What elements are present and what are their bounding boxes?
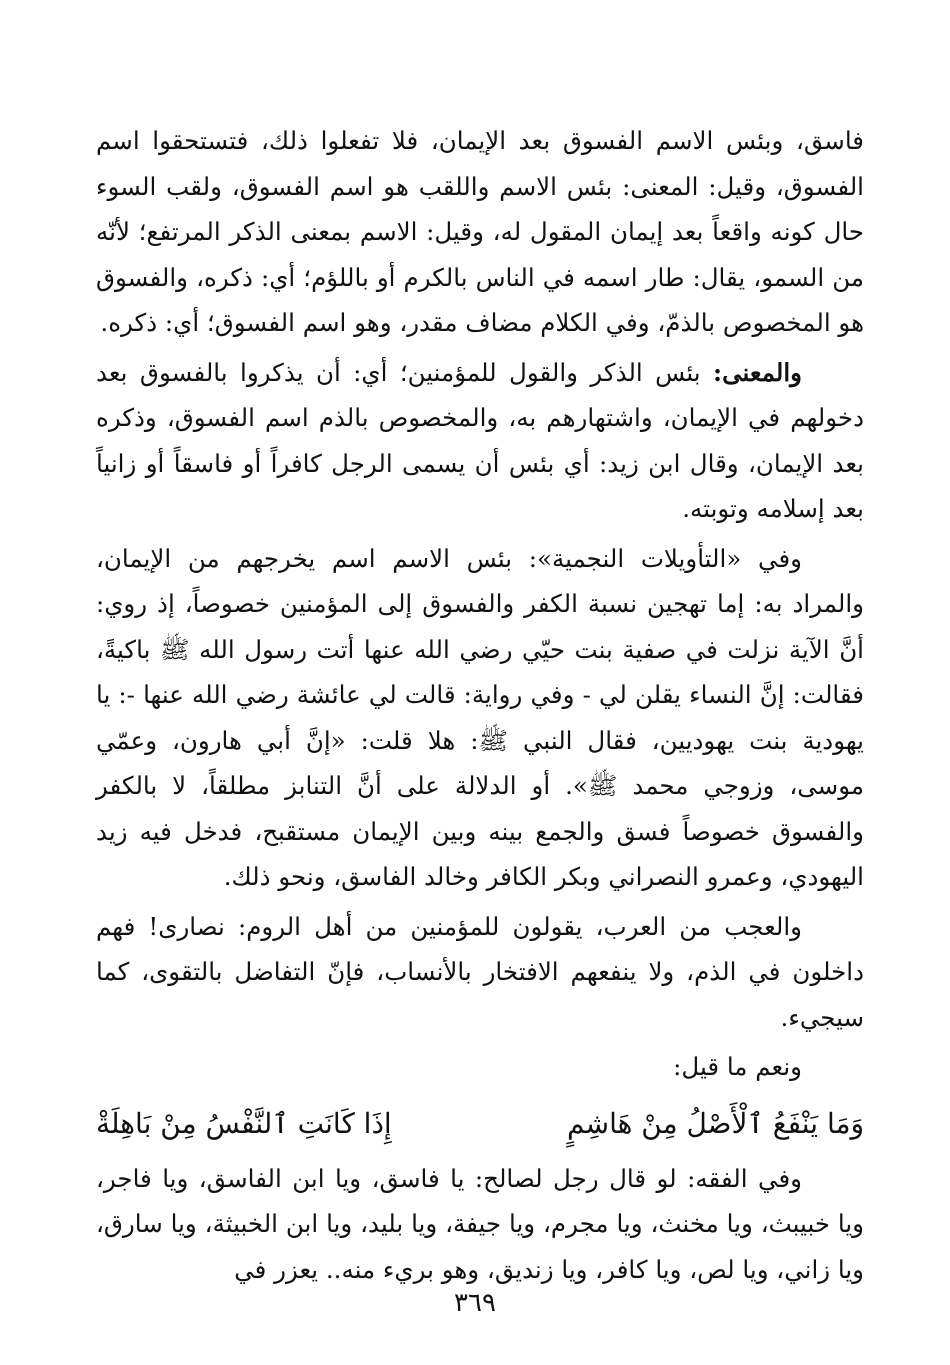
paragraph-1: فاسق، وبئس الاسم الفسوق بعد الإيمان، فلا تفعلوا ذلك، فتستحقوا اسم الفسوق، وقيل: المعنى: بئس الاسم واللقب هو اسم الفسوق، ولقب السوء حال كونه واقعاً بعد إيمان المقول له، وقيل: الاسم بمعنى الذكر المرتفع؛ لأنّه من السمو، يقال: طار اسمه في الناس بالكرم أو باللؤم؛ أي: ذكره، والفسوق هو المخصوص بالذمّ، وفي الكلام مضاف مقدر، وهو اسم الفسوق؛ أي: ذكره. [96,126,864,337]
verse-second-hemistich: إِذَا كَانَتِ ٱلنَّفْسُ مِنْ بَاهِلَةْ [96,1106,392,1140]
verse-first-hemistich: وَمَا يَنْفَعُ ٱلْأَصْلُ مِنْ هَاشِمٍ [566,1106,864,1140]
page-number: ٣٦٩ [454,1288,496,1318]
lead-word: والمعنى: [713,357,802,387]
verse-intro: ونعم ما قيل: [673,1052,802,1081]
paragraph-4: والعجب من العرب، يقولون للمؤمنين من أهل الروم: نصارى! فهم داخلون في الذم، ولا ينفعهم الافتخار بالأنساب، فإنّ التفاضل بالتقوى، كما سيجيء. [96,911,864,1032]
paragraph-3: وفي «التأويلات النجمية»: بئس الاسم اسم يخرجهم من الإيمان، والمراد به: إما تهجين نسبة الكفر والفسوق إلى المؤمنين خصوصاً، إذ روي: أنَّ الآية نزلت في صفية بنت حيّي رضي الله عنها أتت رسول الله ﷺ باكيةً، فقالت: إنَّ النساء يقلن لي - وفي رواية: قالت لي عائشة رضي الله عنها -: يا يهودية بنت يهوديين، فقال النبي ﷺ: هلا قلت: «إنَّ أبي هارون، وعمّي موسى، وزوجي محمد ﷺ». أو الدلالة على أنَّ التنابز مطلقاً، لا بالكفر والفسوق خصوصاً فسق والجمع بينه وبين الإيمان مستقبح، فدخل فيه زيد اليهودي، وعمرو النصراني وبكر الكافر وخالد الفاسق، ونحو ذلك. [96,543,864,891]
paragraph-2-text: بئس الذكر والقول للمؤمنين؛ أي: أن يذكروا بالفسوق بعد دخولهم في الإيمان، واشتهارهم به، والمخصوص بالذم اسم الفسوق، وذكره بعد الإيمان، وقال ابن زيد: أي بئس أن يسمى الرجل كافراً أو فاسقاً أو زانياً بعد إسلامه وتوبته. [96,357,864,523]
paragraph-2 [96,350,864,532]
paragraph-5: وفي الفقه: لو قال رجل لصالح: يا فاسق، ويا ابن الفاسق، ويا فاجر، ويا خبيبث، ويا مخنث، ويا مجرم، ويا جيفة، ويا بليد، ويا ابن الخبيثة، ويا سارق، ويا زاني، ويا لص، ويا كافر، ويا زنديق، وهو بريء منه.. يعزر في [96,1163,864,1284]
poetry-verse [96,1096,864,1152]
